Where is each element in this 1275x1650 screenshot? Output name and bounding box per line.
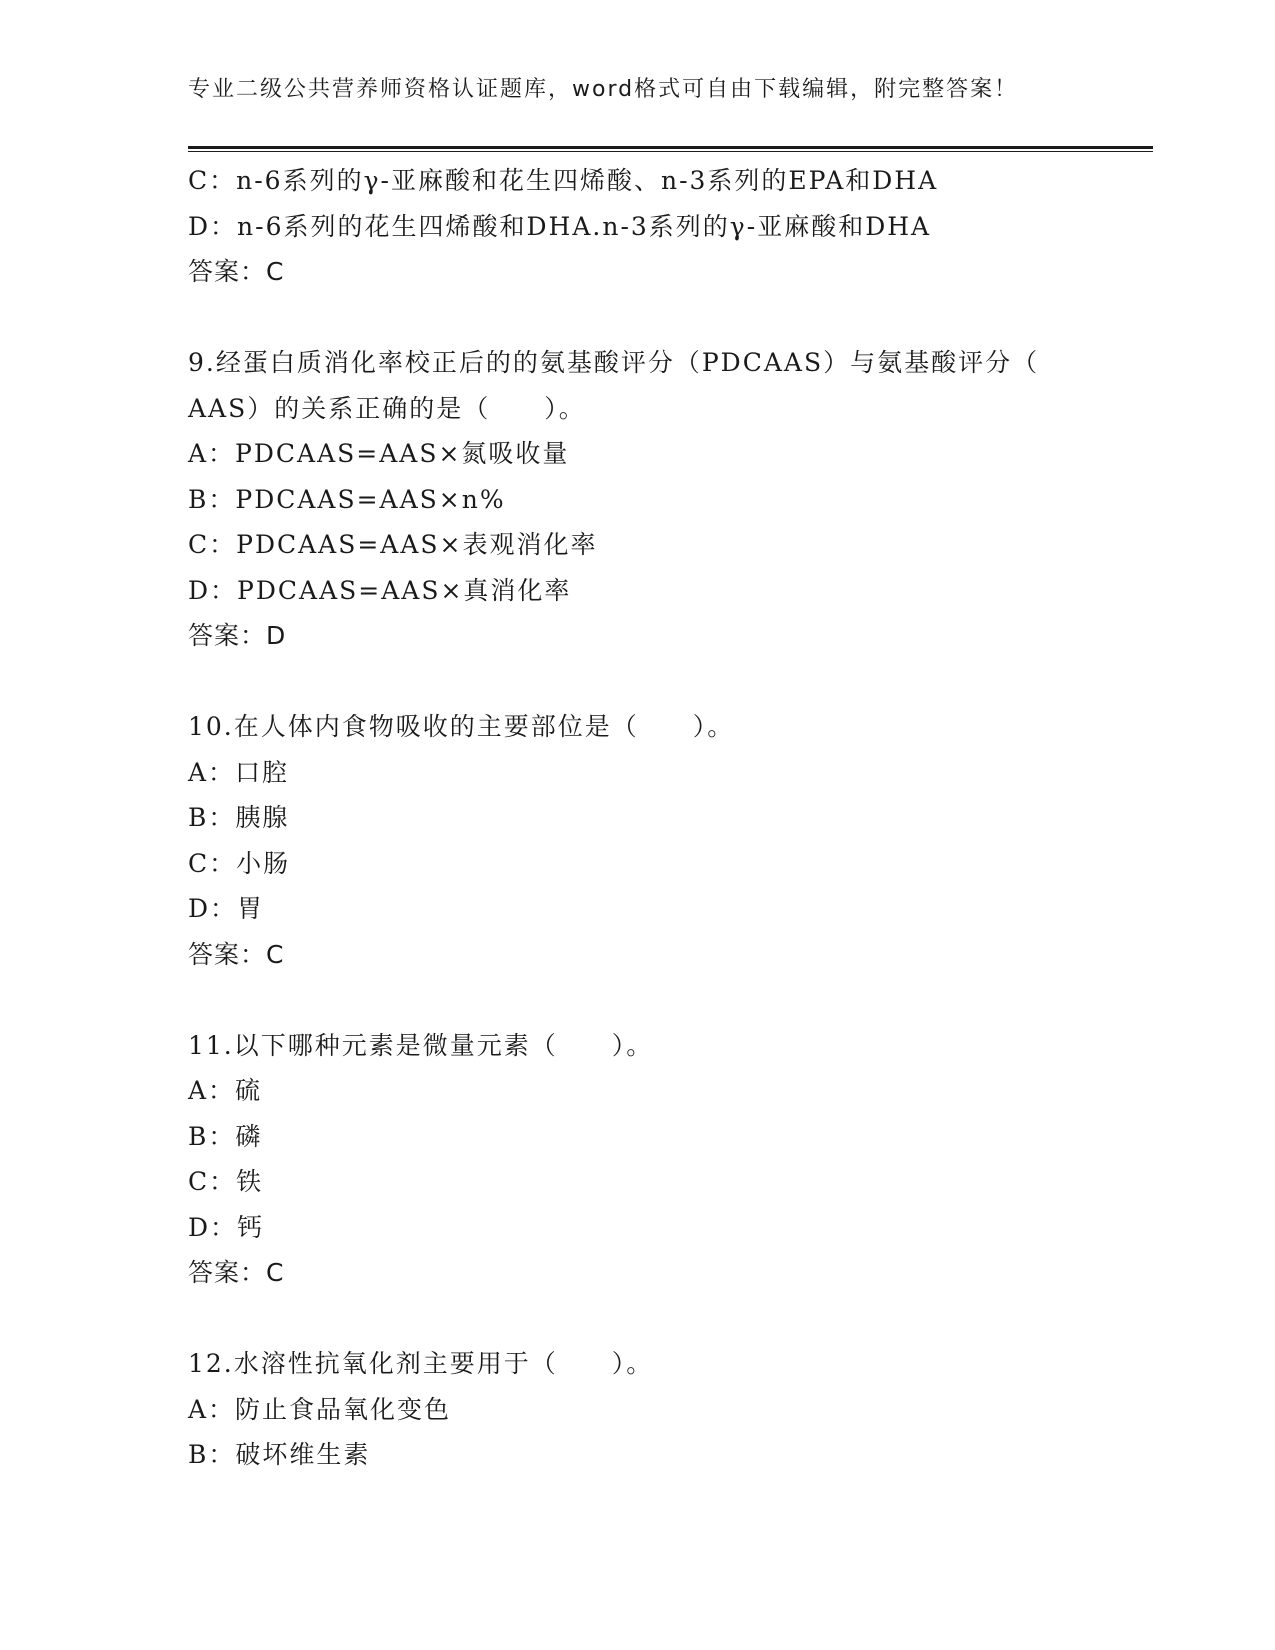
spacer (188, 1296, 1148, 1342)
option-a: A：防止食品氧化变色 (188, 1394, 452, 1424)
option-b: B：胰腺 (188, 803, 290, 832)
option-d: D：胃 (188, 894, 265, 923)
header-rule-thick (188, 146, 1153, 149)
spacer (188, 295, 1148, 341)
option-a: A：口腔 (188, 757, 290, 787)
option-a: A：PDCAAS=AAS×氮吸收量 (188, 439, 570, 468)
option-c: C：n-6系列的γ-亚麻酸和花生四烯酸、n-3系列的EPA和DHA (188, 166, 939, 195)
page-header: 专业二级公共营养师资格认证题库，word格式可自由下载编辑，附完整答案！ (188, 77, 1019, 102)
option-c: C：PDCAAS=AAS×表观消化率 (188, 530, 598, 559)
option-b: B：破坏维生素 (188, 1440, 371, 1469)
question-stem: 9.经蛋白质消化率校正后的的氨基酸评分（PDCAAS）与氨基酸评分（ (188, 348, 1040, 377)
question-stem: AAS）的关系正确的是（ ）。 (188, 393, 586, 423)
spacer (188, 977, 1148, 1023)
option-d: D：PDCAAS=AAS×真消化率 (188, 575, 572, 605)
answer-line: 答案：C (188, 257, 285, 286)
answer-line: 答案：C (188, 939, 285, 969)
question-stem: 11.以下哪种元素是微量元素（ ）。 (188, 1030, 654, 1060)
question-block-9 (188, 340, 1148, 659)
question-stem: 12.水溶性抗氧化剂主要用于（ ）。 (188, 1349, 654, 1378)
option-d: D：n-6系列的花生四烯酸和DHA.n-3系列的γ-亚麻酸和DHA (188, 211, 932, 241)
option-c: C：铁 (188, 1167, 264, 1196)
option-b: B：PDCAAS=AAS×n% (188, 484, 506, 514)
previous-question-block (188, 158, 1148, 295)
question-content (188, 158, 1148, 1478)
answer-line: 答案：D (188, 621, 287, 650)
option-d: D：钙 (188, 1212, 265, 1242)
answer-line: 答案：C (188, 1258, 285, 1287)
question-block-10 (188, 704, 1148, 977)
option-b: B：磷 (188, 1121, 263, 1151)
spacer (188, 659, 1148, 705)
header-rule-thin (188, 151, 1153, 152)
question-stem: 10.在人体内食物吸收的主要部位是（ ）。 (188, 712, 735, 741)
question-block-11 (188, 1023, 1148, 1296)
option-a: A：硫 (188, 1076, 263, 1105)
question-block-12 (188, 1341, 1148, 1478)
option-c: C：小肠 (188, 848, 291, 878)
